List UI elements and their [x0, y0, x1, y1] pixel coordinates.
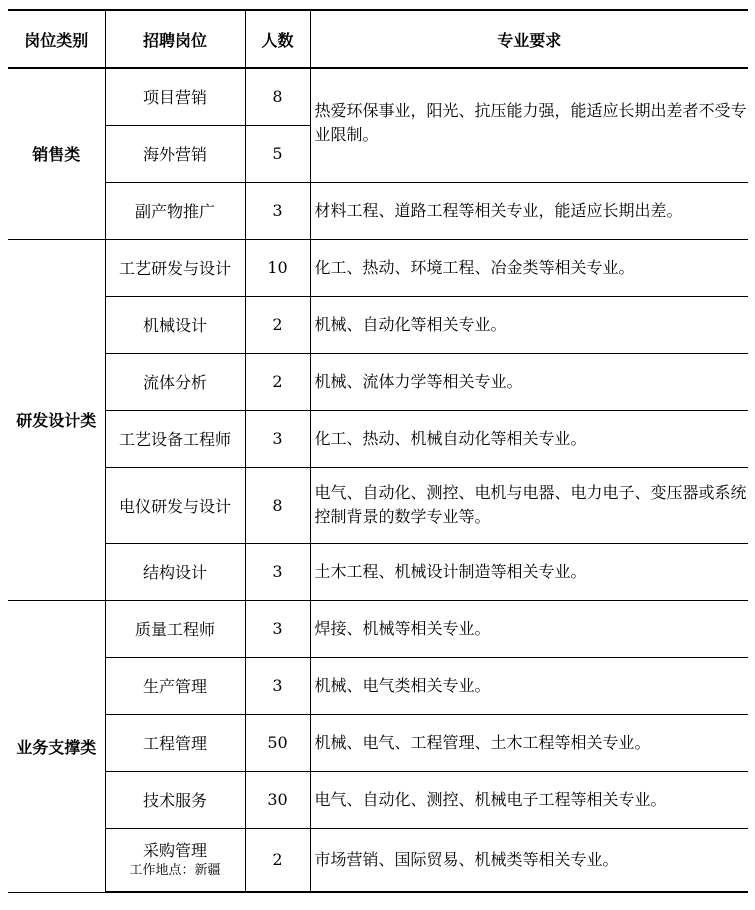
- table-row: [8, 543, 748, 600]
- position-cell: 项目营销: [105, 68, 245, 125]
- category-support: 业务支撑类: [8, 600, 105, 892]
- requirement-cell: 热爱环保事业，阳光、抗压能力强，能适应长期出差者不受专业限制。: [310, 68, 748, 182]
- requirement-cell: 焊接、机械等相关专业。: [310, 600, 748, 657]
- table-row: [8, 239, 748, 296]
- table-row: [8, 771, 748, 828]
- recruitment-table: [8, 9, 748, 893]
- position-cell: 工艺研发与设计: [105, 239, 245, 296]
- count-cell: 30: [245, 771, 310, 828]
- table-row: [8, 828, 748, 892]
- category-rnd: 研发设计类: [8, 239, 105, 600]
- requirement-cell: 化工、热动、机械自动化等相关专业。: [310, 410, 748, 467]
- position-cell: 电仪研发与设计: [105, 467, 245, 543]
- position-cell: 技术服务: [105, 771, 245, 828]
- position-cell: 质量工程师: [105, 600, 245, 657]
- requirement-cell: 电气、自动化、测控、机械电子工程等相关专业。: [310, 771, 748, 828]
- table-row: [8, 410, 748, 467]
- requirement-cell: 机械、自动化等相关专业。: [310, 296, 748, 353]
- position-location-note: 工作地点：新疆: [129, 862, 221, 878]
- table-row: [8, 600, 748, 657]
- table-row: [8, 353, 748, 410]
- position-cell: 生产管理: [105, 657, 245, 714]
- requirement-cell: 材料工程、道路工程等相关专业，能适应长期出差。: [310, 182, 748, 239]
- position-cell: 结构设计: [105, 543, 245, 600]
- position-cell: 工程管理: [105, 714, 245, 771]
- count-cell: 2: [245, 296, 310, 353]
- requirement-cell: 机械、流体力学等相关专业。: [310, 353, 748, 410]
- header-requirement: 专业要求: [310, 10, 748, 68]
- table-row: [8, 68, 748, 125]
- header-position: 招聘岗位: [105, 10, 245, 68]
- count-cell: 3: [245, 600, 310, 657]
- table-row: [8, 657, 748, 714]
- requirement-cell: 土木工程、机械设计制造等相关专业。: [310, 543, 748, 600]
- requirement-cell: 电气、自动化、测控、电机与电器、电力电子、变压器或系统控制背景的数学专业等。: [310, 467, 748, 543]
- count-cell: 3: [245, 543, 310, 600]
- header-category: 岗位类别: [8, 10, 105, 68]
- count-cell: 5: [245, 125, 310, 182]
- header-count: 人数: [245, 10, 310, 68]
- requirement-cell: 机械、电气、工程管理、土木工程等相关专业。: [310, 714, 748, 771]
- requirement-cell: 化工、热动、环境工程、冶金类等相关专业。: [310, 239, 748, 296]
- table-row: [8, 714, 748, 771]
- requirement-cell: 市场营销、国际贸易、机械类等相关专业。: [310, 828, 748, 892]
- position-label: 采购管理: [142, 840, 207, 860]
- position-cell: 流体分析: [105, 353, 245, 410]
- count-cell: 8: [245, 68, 310, 125]
- header-row: [8, 10, 748, 68]
- requirement-cell: 机械、电气类相关专业。: [310, 657, 748, 714]
- count-cell: 50: [245, 714, 310, 771]
- count-cell: 2: [245, 353, 310, 410]
- position-cell: 工艺设备工程师: [105, 410, 245, 467]
- table-row: [8, 182, 748, 239]
- count-cell: 3: [245, 657, 310, 714]
- position-cell: 机械设计: [105, 296, 245, 353]
- position-cell: 副产物推广: [105, 182, 245, 239]
- count-cell: 10: [245, 239, 310, 296]
- count-cell: 8: [245, 467, 310, 543]
- position-cell: 海外营销: [105, 125, 245, 182]
- position-cell: [105, 828, 245, 892]
- count-cell: 3: [245, 410, 310, 467]
- table-row: [8, 467, 748, 543]
- category-sales: 销售类: [8, 68, 105, 239]
- table-row: [8, 296, 748, 353]
- count-cell: 2: [245, 828, 310, 892]
- count-cell: 3: [245, 182, 310, 239]
